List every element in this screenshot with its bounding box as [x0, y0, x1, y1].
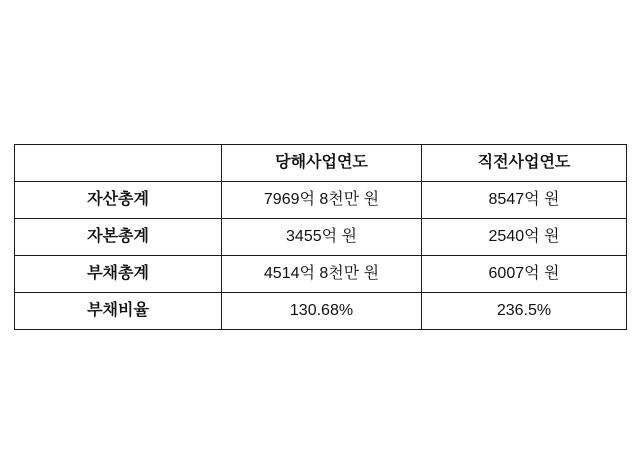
- financial-table: [14, 144, 627, 330]
- cell-total-assets-previous: 8547억 원: [422, 182, 627, 219]
- cell-total-liabilities-current: 4514억 8천만 원: [222, 256, 422, 293]
- table-row: [15, 219, 627, 256]
- cell-total-equity-previous: 2540억 원: [422, 219, 627, 256]
- column-header-current-year: 당해사업연도: [222, 145, 422, 182]
- table-row: [15, 293, 627, 330]
- financial-table-container: [14, 144, 626, 330]
- cell-total-liabilities-previous: 6007억 원: [422, 256, 627, 293]
- cell-debt-ratio-current: 130.68%: [222, 293, 422, 330]
- cell-total-assets-current: 7969억 8천만 원: [222, 182, 422, 219]
- row-header-total-liabilities: 부채총계: [15, 256, 222, 293]
- table-row: [15, 182, 627, 219]
- table-row: [15, 256, 627, 293]
- table-corner-cell: [15, 145, 222, 182]
- row-header-total-equity: 자본총계: [15, 219, 222, 256]
- row-header-debt-ratio: 부채비율: [15, 293, 222, 330]
- column-header-previous-year: 직전사업연도: [422, 145, 627, 182]
- table-header-row: [15, 145, 627, 182]
- cell-total-equity-current: 3455억 원: [222, 219, 422, 256]
- row-header-total-assets: 자산총계: [15, 182, 222, 219]
- cell-debt-ratio-previous: 236.5%: [422, 293, 627, 330]
